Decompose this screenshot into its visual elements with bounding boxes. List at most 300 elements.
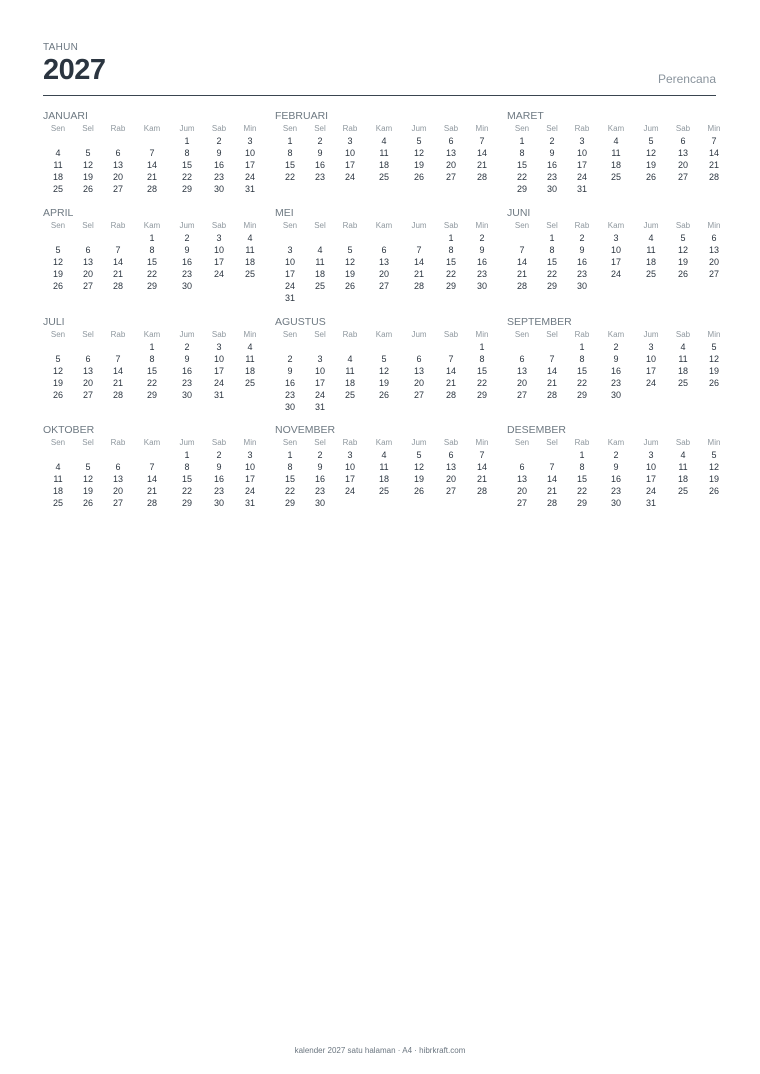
day-cell: 20 — [82, 378, 93, 388]
day-cell: 26 — [413, 172, 424, 182]
day-cell: 7 — [149, 148, 155, 158]
day-cell: 8 — [549, 245, 555, 255]
day-cell: 23 — [610, 378, 621, 388]
day-cell: 21 — [413, 269, 424, 279]
day-cell: 20 — [82, 269, 93, 279]
week-row — [275, 473, 485, 485]
day-cell: 10 — [314, 366, 325, 376]
day-cell: 17 — [314, 378, 325, 388]
day-cell: 23 — [476, 269, 487, 279]
day-cell: 7 — [448, 354, 454, 364]
day-cell: 27 — [413, 390, 424, 400]
week-row — [43, 256, 253, 268]
day-cell: 18 — [378, 160, 389, 170]
day-cell: 17 — [610, 257, 621, 267]
day-cell: 1 — [448, 233, 454, 243]
week-row — [507, 461, 717, 473]
day-cell: 6 — [448, 450, 454, 460]
day-cell: 15 — [146, 366, 157, 376]
weekday-label: Min — [475, 438, 489, 447]
weekday-label: Min — [707, 221, 721, 230]
day-cell: 22 — [181, 172, 192, 182]
day-cell: 21 — [112, 269, 123, 279]
day-cell: 28 — [112, 281, 123, 291]
day-cell: 13 — [445, 462, 456, 472]
day-cell: 15 — [284, 474, 295, 484]
week-row — [275, 280, 485, 292]
day-cell: 22 — [284, 486, 295, 496]
day-cell: 18 — [314, 269, 325, 279]
page-header — [43, 42, 716, 96]
day-cell: 13 — [82, 366, 93, 376]
day-cell: 21 — [445, 378, 456, 388]
week-row — [507, 183, 717, 195]
day-cell: 1 — [579, 342, 585, 352]
week-row — [507, 280, 717, 292]
weekday-label: Kam — [375, 221, 393, 230]
day-cell: 8 — [184, 148, 190, 158]
day-cell: 27 — [516, 390, 527, 400]
weekday-header-row — [43, 329, 257, 341]
weekday-label: Sen — [514, 221, 530, 230]
day-cell: 27 — [112, 184, 123, 194]
day-cell: 29 — [445, 281, 456, 291]
day-cell — [203, 280, 235, 292]
weekday-label: Sen — [282, 221, 298, 230]
weekday-label: Rab — [574, 124, 590, 133]
day-cell: 19 — [52, 269, 63, 279]
day-cell: 25 — [677, 378, 688, 388]
day-cell — [365, 401, 403, 413]
day-cell: 16 — [213, 160, 224, 170]
day-cell: 8 — [287, 148, 293, 158]
weekday-header-row — [275, 437, 489, 449]
week-row — [43, 183, 253, 195]
week-row — [275, 268, 485, 280]
week-row — [275, 353, 485, 365]
week-row — [507, 473, 717, 485]
day-cell: 29 — [576, 498, 587, 508]
weekday-label: Min — [243, 438, 257, 447]
weekday-label: Rab — [110, 438, 126, 447]
week-row — [275, 244, 485, 256]
day-cell: 26 — [52, 390, 63, 400]
day-cell: 27 — [378, 281, 389, 291]
day-cell: 10 — [610, 245, 621, 255]
day-cell: 23 — [610, 486, 621, 496]
day-cell: 4 — [648, 233, 654, 243]
day-cell: 25 — [378, 172, 389, 182]
day-cell: 14 — [546, 366, 557, 376]
weekday-label: Sel — [314, 438, 326, 447]
month-name: JULI — [43, 316, 65, 328]
day-cell: 20 — [378, 269, 389, 279]
day-cell: 31 — [645, 498, 656, 508]
year-label: TAHUN — [43, 42, 79, 53]
day-cell: 25 — [314, 281, 325, 291]
weekday-label: Sel — [82, 438, 94, 447]
day-cell: 7 — [479, 450, 485, 460]
week-row — [43, 232, 253, 244]
day-cell: 29 — [181, 498, 192, 508]
day-cell: 15 — [476, 366, 487, 376]
day-cell: 25 — [244, 269, 255, 279]
month-block — [275, 207, 489, 304]
day-cell — [635, 183, 667, 195]
day-cell — [103, 449, 133, 461]
month-block — [43, 316, 257, 401]
month-block — [507, 424, 721, 509]
weekday-label: Sel — [546, 330, 558, 339]
weekday-label: Sab — [443, 221, 459, 230]
day-cell: 5 — [648, 136, 654, 146]
day-cell: 2 — [549, 136, 555, 146]
day-cell — [403, 292, 435, 304]
day-cell: 26 — [645, 172, 656, 182]
day-cell: 14 — [146, 160, 157, 170]
weekday-label: Kam — [607, 221, 625, 230]
day-cell: 17 — [344, 160, 355, 170]
day-cell: 3 — [579, 136, 585, 146]
day-cell: 14 — [476, 462, 487, 472]
day-cell — [73, 449, 103, 461]
day-cell: 11 — [646, 245, 656, 255]
day-cell — [699, 280, 729, 292]
month-name: JANUARI — [43, 110, 88, 122]
weekday-label: Sen — [282, 438, 298, 447]
day-cell — [667, 183, 699, 195]
weekday-label: Sab — [211, 438, 227, 447]
day-cell: 9 — [317, 462, 323, 472]
day-cell: 14 — [476, 148, 487, 158]
day-cell — [467, 401, 497, 413]
weekday-header-row — [507, 220, 721, 232]
day-cell — [43, 449, 73, 461]
weekday-label: Rab — [110, 124, 126, 133]
weekday-label: Sel — [546, 124, 558, 133]
day-cell: 16 — [546, 160, 557, 170]
day-cell: 10 — [213, 354, 224, 364]
day-cell: 22 — [576, 486, 587, 496]
day-cell: 1 — [519, 136, 525, 146]
weekday-label: Sel — [546, 221, 558, 230]
day-cell: 25 — [677, 486, 688, 496]
week-row — [275, 159, 485, 171]
day-cell — [403, 341, 435, 353]
page-title: 2027 — [43, 54, 106, 86]
day-cell: 28 — [146, 184, 157, 194]
day-cell: 30 — [181, 390, 192, 400]
day-cell: 5 — [55, 245, 61, 255]
day-cell: 18 — [610, 160, 621, 170]
day-cell: 4 — [381, 450, 387, 460]
weekday-header-row — [43, 123, 257, 135]
day-cell: 3 — [216, 342, 222, 352]
day-cell: 29 — [181, 184, 192, 194]
day-cell: 23 — [181, 269, 192, 279]
day-cell: 18 — [645, 257, 656, 267]
day-cell: 11 — [315, 257, 325, 267]
day-cell — [507, 232, 537, 244]
day-cell: 6 — [448, 136, 454, 146]
month-block — [275, 316, 489, 413]
day-cell: 17 — [213, 257, 224, 267]
day-cell — [235, 389, 265, 401]
weekday-label: Kam — [143, 330, 161, 339]
day-cell: 30 — [213, 184, 224, 194]
day-cell: 12 — [645, 148, 656, 158]
day-cell: 20 — [708, 257, 719, 267]
week-row — [507, 232, 717, 244]
day-cell: 17 — [244, 160, 255, 170]
day-cell: 22 — [284, 172, 295, 182]
day-cell: 9 — [216, 148, 222, 158]
day-cell: 11 — [678, 354, 688, 364]
day-cell: 29 — [576, 390, 587, 400]
week-row — [507, 341, 717, 353]
day-cell: 2 — [184, 233, 190, 243]
day-cell: 22 — [576, 378, 587, 388]
weekday-label: Sel — [314, 221, 326, 230]
day-cell: 4 — [247, 233, 253, 243]
day-cell: 22 — [516, 172, 527, 182]
day-cell: 12 — [708, 462, 719, 472]
day-cell: 18 — [344, 378, 355, 388]
week-row — [507, 389, 717, 401]
weekday-label: Jum — [411, 330, 427, 339]
weekday-label: Kam — [143, 438, 161, 447]
weekday-label: Rab — [342, 221, 358, 230]
day-cell: 29 — [284, 498, 295, 508]
weekday-label: Kam — [143, 221, 161, 230]
day-cell: 7 — [149, 462, 155, 472]
day-cell: 8 — [579, 354, 585, 364]
day-cell: 18 — [378, 474, 389, 484]
weekday-label: Jum — [643, 124, 659, 133]
day-cell: 16 — [284, 378, 295, 388]
day-cell: 1 — [149, 342, 155, 352]
planner-label: Perencana — [657, 72, 716, 86]
day-cell: 19 — [378, 378, 389, 388]
day-cell: 20 — [445, 474, 456, 484]
day-cell: 13 — [413, 366, 424, 376]
day-cell: 21 — [112, 378, 123, 388]
day-cell: 12 — [413, 148, 424, 158]
day-cell: 7 — [416, 245, 422, 255]
day-cell: 2 — [579, 233, 585, 243]
weekday-label: Kam — [375, 124, 393, 133]
day-cell: 16 — [181, 366, 192, 376]
day-cell: 6 — [519, 354, 525, 364]
day-cell — [103, 135, 133, 147]
day-cell: 6 — [519, 462, 525, 472]
weekday-label: Sab — [211, 124, 227, 133]
month-block — [507, 110, 721, 195]
day-cell: 6 — [680, 136, 686, 146]
day-cell: 2 — [317, 450, 323, 460]
day-cell: 16 — [610, 474, 621, 484]
day-cell: 30 — [284, 402, 295, 412]
day-cell: 11 — [678, 462, 688, 472]
day-cell — [335, 497, 365, 509]
day-cell: 10 — [213, 245, 224, 255]
day-cell: 11 — [245, 245, 255, 255]
day-cell: 25 — [344, 390, 355, 400]
day-cell: 1 — [184, 450, 190, 460]
weekday-label: Sab — [443, 330, 459, 339]
day-cell: 9 — [479, 245, 485, 255]
week-row — [275, 256, 485, 268]
day-cell: 10 — [576, 148, 587, 158]
weekday-header-row — [275, 220, 489, 232]
day-cell: 8 — [479, 354, 485, 364]
day-cell — [507, 449, 537, 461]
day-cell: 30 — [610, 498, 621, 508]
day-cell: 7 — [115, 354, 121, 364]
day-cell — [635, 280, 667, 292]
weekday-header-row — [43, 437, 257, 449]
day-cell: 30 — [314, 498, 325, 508]
weekday-label: Jum — [643, 221, 659, 230]
day-cell — [103, 341, 133, 353]
day-cell: 13 — [516, 366, 527, 376]
week-row — [43, 389, 253, 401]
week-row — [507, 135, 717, 147]
day-cell: 4 — [55, 462, 61, 472]
day-cell: 11 — [345, 366, 355, 376]
day-cell: 13 — [516, 474, 527, 484]
day-cell: 9 — [317, 148, 323, 158]
day-cell: 10 — [645, 354, 656, 364]
day-cell: 5 — [347, 245, 353, 255]
weekday-label: Sab — [443, 124, 459, 133]
weekday-header-row — [507, 123, 721, 135]
day-cell: 3 — [347, 136, 353, 146]
day-cell: 5 — [85, 148, 91, 158]
weekday-label: Min — [707, 330, 721, 339]
day-cell: 13 — [445, 148, 456, 158]
weekday-label: Jum — [179, 438, 195, 447]
day-cell — [275, 341, 305, 353]
day-cell: 10 — [645, 462, 656, 472]
day-cell: 9 — [184, 354, 190, 364]
day-cell: 10 — [244, 462, 255, 472]
weekday-label: Kam — [143, 124, 161, 133]
weekday-label: Jum — [411, 124, 427, 133]
week-row — [43, 461, 253, 473]
week-row — [275, 377, 485, 389]
week-row — [507, 485, 717, 497]
day-cell: 3 — [247, 450, 253, 460]
week-row — [507, 244, 717, 256]
day-cell: 4 — [680, 450, 686, 460]
weekday-label: Jum — [643, 438, 659, 447]
day-cell — [635, 389, 667, 401]
weekday-label: Sen — [282, 330, 298, 339]
day-cell: 4 — [247, 342, 253, 352]
day-cell: 16 — [181, 257, 192, 267]
day-cell: 26 — [413, 486, 424, 496]
day-cell: 26 — [52, 281, 63, 291]
month-name: MARET — [507, 110, 544, 122]
day-cell: 13 — [82, 257, 93, 267]
day-cell: 14 — [516, 257, 527, 267]
day-cell: 20 — [677, 160, 688, 170]
day-cell — [365, 341, 403, 353]
weekday-label: Sel — [314, 330, 326, 339]
day-cell: 7 — [549, 354, 555, 364]
day-cell: 27 — [82, 281, 93, 291]
week-row — [275, 292, 485, 304]
week-row — [43, 135, 253, 147]
weekday-label: Rab — [342, 438, 358, 447]
day-cell — [335, 232, 365, 244]
week-row — [43, 377, 253, 389]
day-cell: 5 — [85, 462, 91, 472]
day-cell: 12 — [82, 160, 93, 170]
day-cell: 12 — [677, 245, 688, 255]
weekday-label: Sel — [546, 438, 558, 447]
day-cell: 23 — [213, 486, 224, 496]
day-cell: 21 — [546, 486, 557, 496]
day-cell: 17 — [284, 269, 295, 279]
day-cell: 16 — [213, 474, 224, 484]
day-cell: 1 — [479, 342, 485, 352]
day-cell: 13 — [378, 257, 389, 267]
day-cell: 11 — [53, 474, 63, 484]
day-cell: 16 — [476, 257, 487, 267]
day-cell: 1 — [184, 136, 190, 146]
day-cell: 5 — [680, 233, 686, 243]
day-cell: 1 — [549, 233, 555, 243]
day-cell: 6 — [85, 354, 91, 364]
month-name: DESEMBER — [507, 424, 566, 436]
month-name: SEPTEMBER — [507, 316, 572, 328]
day-cell: 5 — [55, 354, 61, 364]
week-row — [507, 171, 717, 183]
day-cell: 18 — [52, 486, 63, 496]
day-cell: 1 — [287, 136, 293, 146]
day-cell: 29 — [476, 390, 487, 400]
weekday-label: Sen — [282, 124, 298, 133]
day-cell: 11 — [245, 354, 255, 364]
day-cell: 31 — [244, 498, 255, 508]
day-cell: 9 — [579, 245, 585, 255]
month-name: JUNI — [507, 207, 531, 219]
day-cell: 16 — [314, 160, 325, 170]
day-cell: 12 — [82, 474, 93, 484]
day-cell: 3 — [347, 450, 353, 460]
weekday-label: Sen — [514, 124, 530, 133]
day-cell: 9 — [549, 148, 555, 158]
month-name: MEI — [275, 207, 294, 219]
week-row — [275, 135, 485, 147]
day-cell: 25 — [378, 486, 389, 496]
day-cell: 22 — [546, 269, 557, 279]
month-name: APRIL — [43, 207, 74, 219]
day-cell — [537, 449, 567, 461]
day-cell: 24 — [610, 269, 621, 279]
weekday-header-row — [507, 437, 721, 449]
day-cell: 10 — [344, 462, 355, 472]
day-cell: 23 — [576, 269, 587, 279]
day-cell: 6 — [115, 462, 121, 472]
day-cell: 6 — [711, 233, 717, 243]
day-cell: 14 — [708, 148, 719, 158]
day-cell: 31 — [284, 293, 295, 303]
day-cell: 2 — [216, 450, 222, 460]
day-cell: 16 — [576, 257, 587, 267]
